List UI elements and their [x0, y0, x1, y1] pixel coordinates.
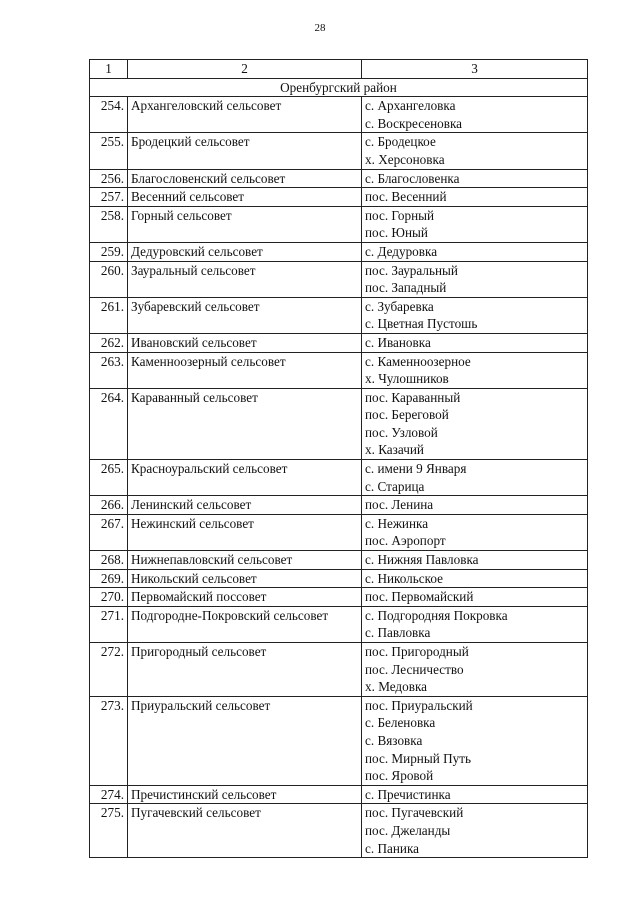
settlements-cell	[362, 188, 588, 207]
council-name: Подгородне-Покровский сельсовет	[128, 606, 362, 642]
council-name: Весенний сельсовет	[128, 188, 362, 207]
section-title: Оренбургский район	[90, 78, 588, 97]
table-row	[90, 206, 588, 242]
settlement-name: пос. Пугачевский	[365, 805, 464, 821]
table-row	[90, 569, 588, 588]
settlement-name: с. Бродецкое	[365, 134, 436, 150]
settlement-name: с. Нежинка	[365, 515, 429, 531]
settlement-name: пос. Приуральский	[365, 697, 473, 713]
settlement-name: с. Павловка	[365, 625, 431, 641]
row-number: 273.	[90, 696, 128, 785]
council-name: Каменноозерный сельсовет	[128, 352, 362, 388]
settlements-cell	[362, 606, 588, 642]
settlement-name: с. Ивановка	[365, 334, 431, 350]
table-row	[90, 785, 588, 804]
settlements-cell	[362, 804, 588, 858]
table-row	[90, 514, 588, 550]
council-name: Пугачевский сельсовет	[128, 804, 362, 858]
row-number: 275.	[90, 804, 128, 858]
settlements-table	[89, 59, 588, 858]
settlement-name: пос. Джеланды	[365, 822, 451, 838]
row-number: 254.	[90, 97, 128, 133]
settlement-name: с. Нижняя Павловка	[365, 552, 479, 568]
settlement-name: пос. Мирный Путь	[365, 750, 471, 766]
settlement-name: х. Медовка	[365, 679, 428, 695]
table-row	[90, 388, 588, 459]
row-number: 264.	[90, 388, 128, 459]
council-name: Зубаревский сельсовет	[128, 297, 362, 333]
table-row	[90, 588, 588, 607]
settlement-name: пос. Караванный	[365, 389, 461, 405]
settlement-name: пос. Аэропорт	[365, 533, 446, 549]
row-number: 258.	[90, 206, 128, 242]
row-number: 268.	[90, 551, 128, 570]
settlement-name: пос. Зауральный	[365, 262, 458, 278]
council-name: Первомайский поссовет	[128, 588, 362, 607]
council-name: Нижнепавловский сельсовет	[128, 551, 362, 570]
settlement-name: пос. Горный	[365, 207, 435, 223]
row-number: 265.	[90, 460, 128, 496]
settlement-name: с. Воскресеновка	[365, 115, 463, 131]
council-name: Архангеловский сельсовет	[128, 97, 362, 133]
row-number: 274.	[90, 785, 128, 804]
settlements-cell	[362, 352, 588, 388]
council-name: Никольский сельсовет	[128, 569, 362, 588]
council-name: Благословенский сельсовет	[128, 169, 362, 188]
settlement-name: с. Благословенка	[365, 170, 460, 186]
council-name: Приуральский сельсовет	[128, 696, 362, 785]
settlements-cell	[362, 588, 588, 607]
settlement-name: пос. Лесничество	[365, 661, 464, 677]
section-row	[90, 78, 588, 97]
settlements-cell	[362, 261, 588, 297]
council-name: Ленинский сельсовет	[128, 496, 362, 515]
settlement-name: пос. Пригородный	[365, 644, 469, 659]
table-row	[90, 460, 588, 496]
settlements-cell	[362, 569, 588, 588]
table-row	[90, 297, 588, 333]
table-row	[90, 551, 588, 570]
table-row	[90, 606, 588, 642]
settlement-name: с. Беленовка	[365, 715, 436, 731]
settlements-cell	[362, 460, 588, 496]
settlement-name: х. Херсоновка	[365, 151, 445, 167]
settlement-name: пос. Береговой	[365, 407, 449, 423]
column-header-settlements: 3	[362, 60, 588, 79]
table-row	[90, 188, 588, 207]
row-number: 262.	[90, 333, 128, 352]
council-name: Ивановский сельсовет	[128, 333, 362, 352]
settlement-name: с. Паника	[365, 840, 419, 856]
settlements-cell	[362, 514, 588, 550]
council-name: Пречистинский сельсовет	[128, 785, 362, 804]
settlement-name: с. Никольское	[365, 570, 443, 586]
settlement-name: с. Цветная Пустошь	[365, 316, 478, 332]
settlements-cell	[362, 333, 588, 352]
table-row	[90, 333, 588, 352]
settlement-name: х. Казачий	[365, 442, 424, 458]
council-name: Бродецкий сельсовет	[128, 133, 362, 169]
table-row	[90, 804, 588, 858]
table-row	[90, 133, 588, 169]
settlements-cell	[362, 242, 588, 261]
column-header-row	[90, 60, 588, 79]
settlement-name: с. Подгородняя Покровка	[365, 607, 508, 623]
settlement-name: пос. Западный	[365, 280, 447, 296]
row-number: 272.	[90, 643, 128, 697]
table-row	[90, 643, 588, 697]
column-header-name: 2	[128, 60, 362, 79]
settlements-cell	[362, 643, 588, 697]
settlements-cell	[362, 297, 588, 333]
table-row	[90, 169, 588, 188]
settlements-cell	[362, 785, 588, 804]
settlements-cell	[362, 97, 588, 133]
settlement-name: с. Зубаревка	[365, 298, 434, 314]
settlements-cell	[362, 169, 588, 188]
row-number: 263.	[90, 352, 128, 388]
row-number: 267.	[90, 514, 128, 550]
settlement-name: пос. Первомайский	[365, 589, 474, 605]
table-row	[90, 261, 588, 297]
settlement-name: с. Вязовка	[365, 732, 423, 748]
row-number: 259.	[90, 242, 128, 261]
row-number: 270.	[90, 588, 128, 607]
row-number: 257.	[90, 188, 128, 207]
row-number: 255.	[90, 133, 128, 169]
settlement-name: пос. Узловой	[365, 424, 438, 440]
row-number: 266.	[90, 496, 128, 515]
settlement-name: пос. Юный	[365, 225, 428, 241]
page-number: 28	[314, 22, 326, 34]
council-name: Зауральный сельсовет	[128, 261, 362, 297]
council-name: Красноуральский сельсовет	[128, 460, 362, 496]
settlement-name: с. Каменноозерное	[365, 353, 471, 369]
council-name: Пригородный сельсовет	[128, 643, 362, 697]
settlement-name: с. Дедуровка	[365, 243, 438, 259]
council-name: Дедуровский сельсовет	[128, 242, 362, 261]
settlement-name: х. Чулошников	[365, 371, 449, 387]
settlements-cell	[362, 696, 588, 785]
settlement-name: пос. Яровой	[365, 768, 434, 784]
settlements-cell	[362, 133, 588, 169]
table-row	[90, 352, 588, 388]
council-name: Нежинский сельсовет	[128, 514, 362, 550]
row-number: 261.	[90, 297, 128, 333]
table-row	[90, 97, 588, 133]
council-name: Караванный сельсовет	[128, 388, 362, 459]
settlements-cell	[362, 551, 588, 570]
table-row	[90, 496, 588, 515]
settlement-name: пос. Ленина	[365, 497, 434, 513]
row-number: 269.	[90, 569, 128, 588]
council-name: Горный сельсовет	[128, 206, 362, 242]
settlements-cell	[362, 496, 588, 515]
settlement-name: с. Пречистинка	[365, 786, 451, 802]
settlements-cell	[362, 206, 588, 242]
row-number: 271.	[90, 606, 128, 642]
settlement-name: с. Архангеловка	[365, 98, 456, 114]
settlement-name: с. Старица	[365, 478, 425, 494]
row-number: 256.	[90, 169, 128, 188]
row-number: 260.	[90, 261, 128, 297]
settlement-name: пос. Весенний	[365, 189, 447, 205]
settlement-name: с. имени 9 Января	[365, 461, 467, 477]
settlements-cell	[362, 388, 588, 459]
table-row	[90, 242, 588, 261]
table-row	[90, 696, 588, 785]
column-header-number: 1	[90, 60, 128, 79]
